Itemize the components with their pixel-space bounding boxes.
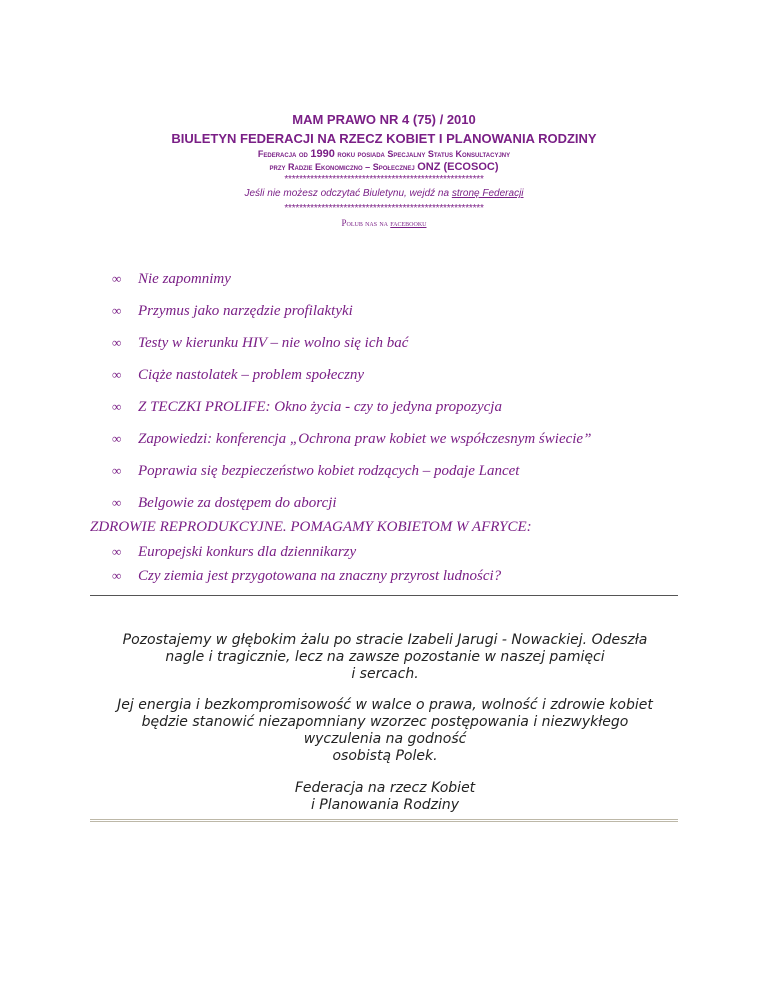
memorial-note bbox=[95, 632, 675, 683]
memorial-line: Jej energia i bezkompromisowość w walce o prawa, wolność i zdrowie kobiet bbox=[117, 697, 653, 713]
infinity-bullet-icon: ∞ bbox=[112, 335, 122, 350]
bottom-divider bbox=[90, 819, 678, 822]
star-divider-bottom: ****************************************************** bbox=[284, 203, 484, 214]
facebook-like-line: Polub nas na facebooku bbox=[341, 218, 427, 228]
status-line-1: Federacja od 1990 roku posiada Specjalny Status Konsultacyjny bbox=[257, 148, 511, 160]
memorial-line: i sercach. bbox=[351, 666, 419, 682]
toc-item[interactable]: ∞ Belgowie za dostępem do aborcji bbox=[112, 495, 337, 511]
infinity-bullet-icon: ∞ bbox=[112, 431, 122, 446]
toc-item[interactable]: ∞ Europejski konkurs dla dziennikarzy bbox=[112, 544, 357, 560]
toc-item[interactable]: ∞ Poprawia się bezpieczeństwo kobiet rodzących – podaje Lancet bbox=[112, 463, 520, 479]
memorial-line: nagle i tragicznie, lecz na zawsze pozostanie w naszej pamięci bbox=[165, 649, 605, 665]
toc-section-heading[interactable]: ZDROWIE REPRODUKCYJNE. POMAGAMY KOBIETOM W AFRYCE: bbox=[90, 519, 532, 535]
memorial-tribute bbox=[95, 697, 675, 765]
federation-site-link[interactable]: stronę Federacji bbox=[451, 188, 524, 199]
infinity-bullet-icon: ∞ bbox=[112, 495, 122, 510]
infinity-bullet-icon: ∞ bbox=[112, 367, 122, 382]
infinity-bullet-icon: ∞ bbox=[112, 544, 122, 559]
infinity-bullet-icon: ∞ bbox=[112, 303, 122, 318]
memorial-line: Pozostajemy w głębokim żalu po stracie Izabeli Jarugi - Nowackiej. Odeszła bbox=[122, 632, 648, 648]
memorial-line: osobistą Polek. bbox=[332, 748, 438, 764]
toc-item[interactable]: ∞ Czy ziemia jest przygotowana na znaczny przyrost ludności? bbox=[112, 568, 502, 584]
read-online-note: Jeśli nie możesz odczytać Biuletynu, wejdź na stronę Federacji bbox=[244, 188, 524, 199]
infinity-bullet-icon: ∞ bbox=[112, 271, 122, 286]
status-line-2: przy Radzie Ekonomiczno – Społecznej ONZ (ECOSOC) bbox=[269, 161, 499, 173]
toc-item[interactable]: ∞ Ciąże nastolatek – problem społeczny bbox=[112, 367, 365, 383]
newsletter-title: MAM PRAWO NR 4 (75) / 2010 bbox=[292, 112, 476, 127]
facebook-link[interactable]: facebooku bbox=[390, 218, 427, 228]
signature-line: Federacja na rzecz Kobiet bbox=[294, 780, 476, 796]
signature-line: i Planowania Rodziny bbox=[310, 797, 460, 813]
memorial-line: wyczulenia na godność bbox=[303, 731, 467, 747]
infinity-bullet-icon: ∞ bbox=[112, 399, 122, 414]
toc-item[interactable]: ∞ Testy w kierunku HIV – nie wolno się ich bać bbox=[112, 335, 409, 351]
memorial-signature bbox=[95, 780, 675, 814]
newsletter-header bbox=[90, 110, 678, 231]
toc-item[interactable]: ∞ Nie zapomnimy bbox=[112, 271, 231, 287]
newsletter-subtitle: BIULETYN FEDERACJI NA RZECZ KOBIET I PLANOWANIA RODZINY bbox=[171, 131, 597, 146]
infinity-bullet-icon: ∞ bbox=[112, 463, 122, 478]
star-divider-top: ****************************************************** bbox=[284, 174, 484, 185]
memorial-line: będzie stanowić niezapomniany wzorzec postępowania i niezwykłego bbox=[141, 714, 629, 730]
infinity-bullet-icon: ∞ bbox=[112, 568, 122, 583]
toc-item[interactable]: ∞ Przymus jako narzędzie profilaktyki bbox=[112, 303, 353, 319]
section-divider bbox=[90, 595, 678, 596]
toc-item[interactable]: ∞ Zapowiedzi: konferencja „Ochrona praw kobiet we współczesnym świecie” bbox=[112, 431, 592, 447]
toc-item[interactable]: ∞ Z TECZKI PROLIFE: Okno życia - czy to jedyna propozycja bbox=[112, 399, 502, 415]
